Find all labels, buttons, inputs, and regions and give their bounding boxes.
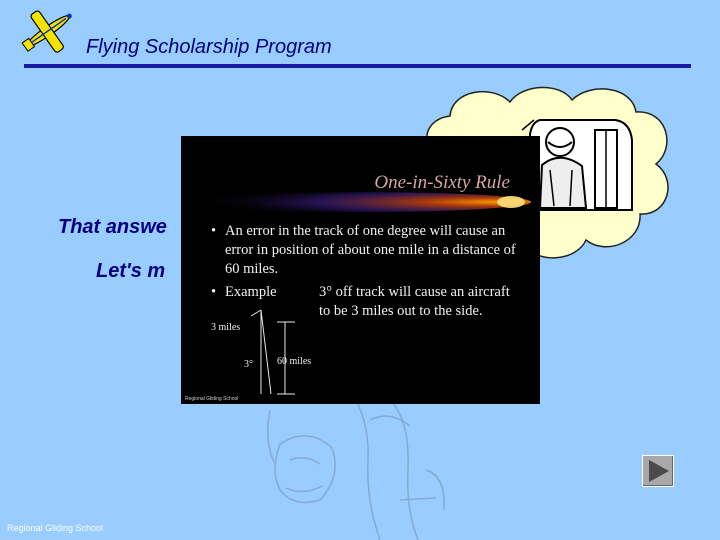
track-error-diagram — [247, 306, 327, 401]
slide-bullet-2-text: 3° off track will cause an aircraft to be 3 miles out to the side. — [319, 284, 510, 319]
diagram-label-angle: 3° — [244, 359, 253, 370]
slide-title: One-in-Sixty Rule — [374, 172, 510, 193]
play-triangle-icon — [643, 456, 673, 486]
slide-footer: Regional Gliding School — [185, 396, 239, 402]
one-in-sixty-slide — [181, 136, 540, 404]
pilot-sketch-illustration — [250, 380, 460, 540]
body-text-line-1: That answe — [58, 216, 167, 238]
slide-bullet-2-label: Example — [225, 284, 277, 300]
title-underline — [24, 64, 691, 68]
body-text-line-2: Let's m — [96, 260, 166, 282]
diagram-label-side: 3 miles — [211, 322, 241, 333]
airplane-logo-icon — [18, 2, 78, 60]
slide-bullet-1: An error in the track of one degree will cause an error in position of about one mile in a distance of 60 miles. — [225, 223, 516, 277]
bullet-dot: • — [211, 223, 217, 239]
page-title: Flying Scholarship Program — [86, 36, 332, 58]
footer-text: Regional Gliding School — [7, 523, 104, 533]
diagram-label-distance: 60 miles — [277, 356, 312, 367]
bullet-dot: • — [211, 284, 217, 300]
next-slide-button[interactable] — [642, 455, 674, 487]
